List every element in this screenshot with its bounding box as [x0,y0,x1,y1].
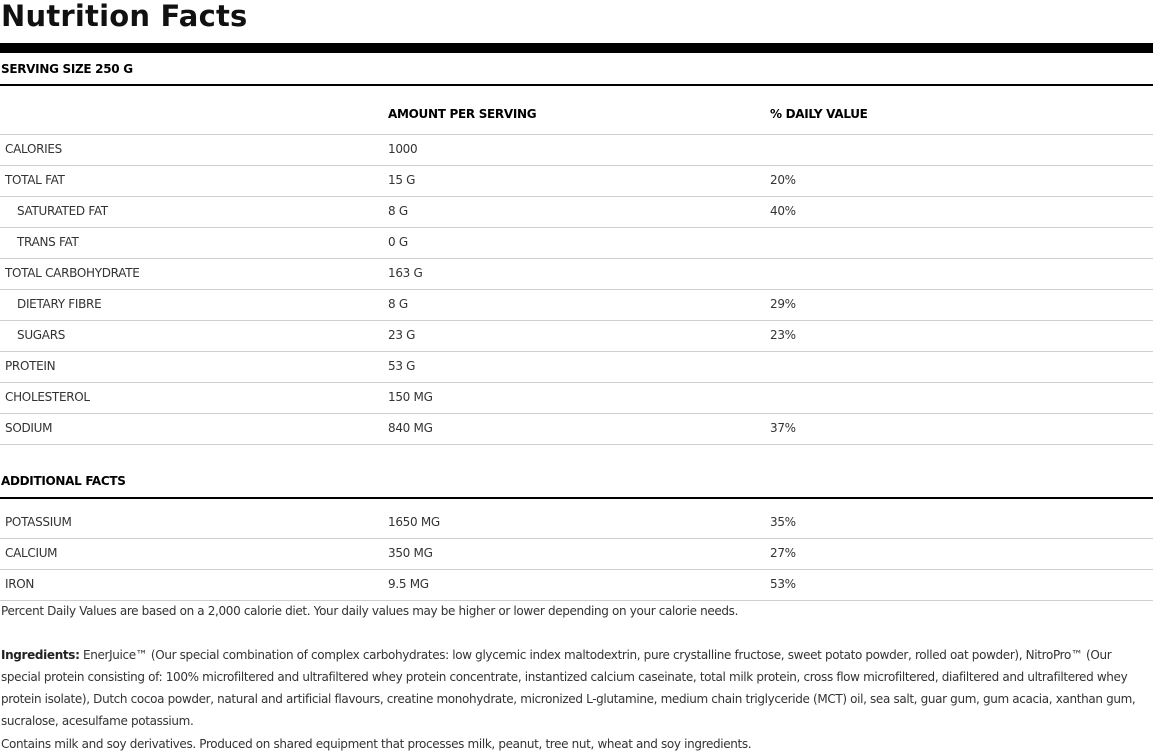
table-row [0,383,1153,414]
ingredients-label: Ingredients: [1,648,80,662]
column-header-amount: AMOUNT PER SERVING [388,107,537,121]
table-row [0,414,1153,445]
nutrient-name: CHOLESTEROL [5,390,90,404]
table-row [0,570,1153,601]
table-row [0,290,1153,321]
table-row [0,228,1153,259]
page-title: Nutrition Facts [1,0,248,33]
table-row [0,508,1153,539]
nutrient-amount: 840 MG [388,421,433,435]
nutrient-name: TRANS FAT [17,235,79,249]
nutrient-daily-value: 29% [770,297,796,311]
table-row [0,352,1153,383]
nutrient-amount: 1000 [388,142,418,156]
table-row [0,259,1153,290]
nutrient-daily-value: 40% [770,204,796,218]
nutrient-name: TOTAL CARBOHYDRATE [5,266,140,280]
table-row [0,539,1153,570]
nutrient-daily-value: 35% [770,515,796,529]
nutrient-name: CALCIUM [5,546,58,560]
nutrient-amount: 350 MG [388,546,433,560]
table-row [0,166,1153,197]
nutrient-name: CALORIES [5,142,62,156]
nutrient-daily-value: 20% [770,173,796,187]
nutrient-amount: 9.5 MG [388,577,429,591]
nutrient-amount: 163 G [388,266,423,280]
nutrient-name: PROTEIN [5,359,56,373]
table-row [0,321,1153,352]
additional-divider [0,497,1153,499]
daily-value-footnote: Percent Daily Values are based on a 2,000 calorie diet. Your daily values may be higher or lower depending on your calorie needs. [1,604,739,618]
nutrient-name: POTASSIUM [5,515,72,529]
nutrient-amount: 0 G [388,235,408,249]
nutrient-daily-value: 53% [770,577,796,591]
nutrient-name: TOTAL FAT [5,173,65,187]
table-row [0,135,1153,166]
nutrient-daily-value: 37% [770,421,796,435]
nutrient-name: DIETARY FIBRE [17,297,102,311]
nutrient-amount: 15 G [388,173,416,187]
nutrient-amount: 8 G [388,204,408,218]
nutrient-name: SUGARS [17,328,66,342]
nutrient-name: SODIUM [5,421,53,435]
table-row [0,197,1153,228]
nutrient-amount: 23 G [388,328,416,342]
nutrient-daily-value: 27% [770,546,796,560]
allergen-statement: Contains milk and soy derivatives. Produced on shared equipment that processes milk, peanut, tree nut, wheat and soy ingredients. [1,737,752,751]
additional-facts-heading: ADDITIONAL FACTS [1,474,126,488]
ingredients-paragraph [1,644,1154,732]
nutrient-amount: 1650 MG [388,515,440,529]
nutrient-daily-value: 23% [770,328,796,342]
nutrient-amount: 53 G [388,359,416,373]
nutrient-name: IRON [5,577,35,591]
nutrient-amount: 8 G [388,297,408,311]
column-header-daily-value: % DAILY VALUE [770,107,868,121]
nutrient-name: SATURATED FAT [17,204,108,218]
nutrient-amount: 150 MG [388,390,433,404]
thick-divider [0,43,1153,53]
ingredients-text: EnerJuice™ (Our special combination of complex carbohydrates: low glycemic index maltodextrin, pure crystalline fructose, sweet potato powder, rolled oat powder), NitroPro™ (Our special protein consisting of: 100% microfiltered and ultrafiltered whey protein concentrate, instantized calcium caseinate, total milk protein, cross flow microfiltered, diafiltered and ultrafiltered whey protein isolate), Dutch cocoa powder, natural and artificial flavours, creatine monohydrate, micronized L-glutamine, medium chain triglyceride (MCT) oil, sea salt, guar gum, gum acacia, xanthan gum, sucralose, acesulfame potassium. [1,648,1136,728]
serving-divider [0,84,1153,86]
serving-size: SERVING SIZE 250 G [1,62,133,76]
